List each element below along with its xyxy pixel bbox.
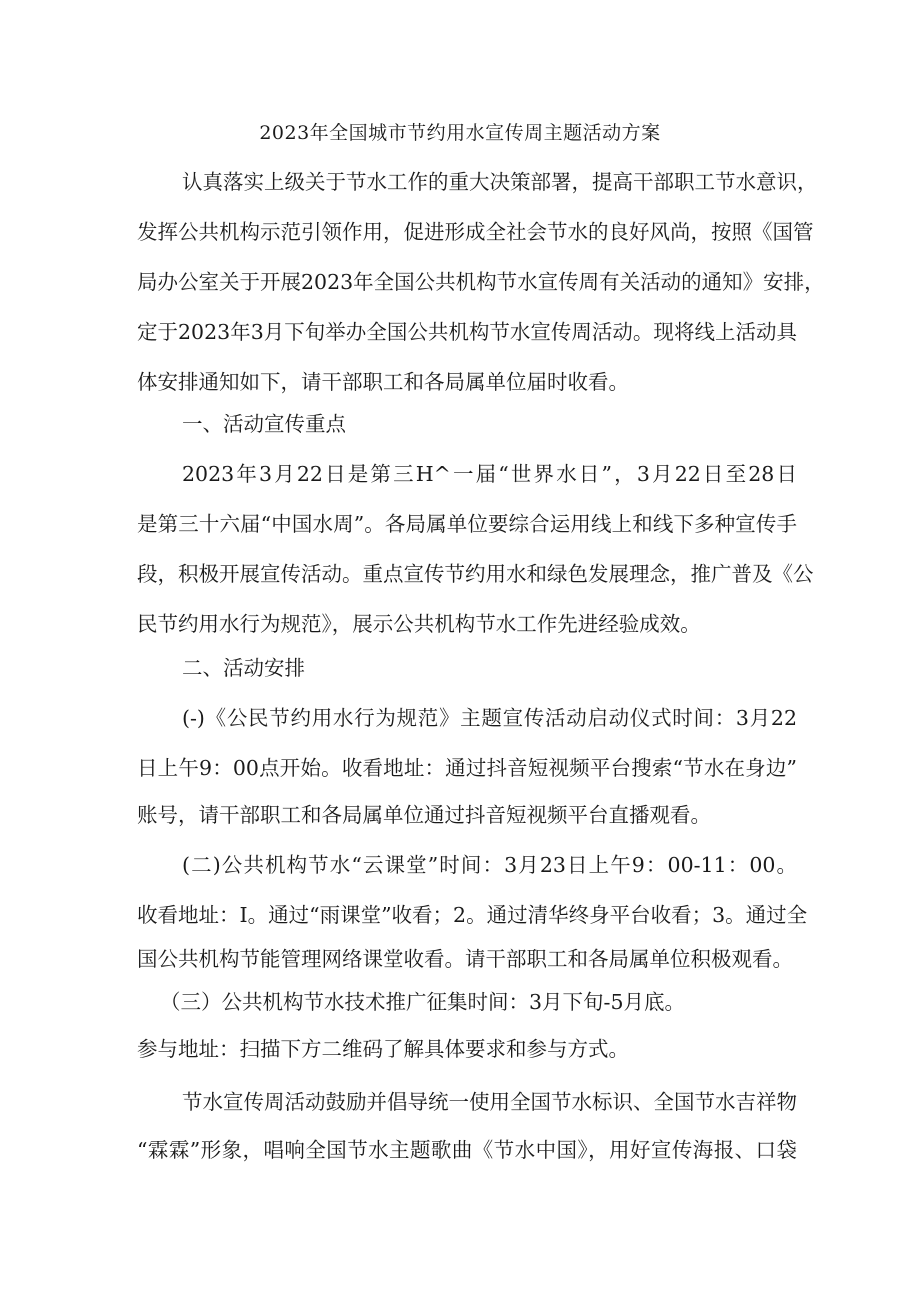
paragraph-line: 收看地址：I。通过“雨课堂”收看；2。通过清华终身平台收看；3。通过全: [137, 903, 808, 927]
paragraph-line: （三）公共机构节水技术推广征集时间：3月下旬-5月底。: [160, 990, 686, 1014]
paragraph-line: 局办公室关于开展2023年全国公共机构节水宣传周有关活动的通知》安排，: [137, 270, 825, 294]
paragraph-line: 2023年3月22日是第三H^一届“世界水日”，3月22日至28日: [182, 462, 797, 486]
paragraph-line: 节水宣传周活动鼓励并倡导统一使用全国节水标识、全国节水吉祥物: [182, 1090, 797, 1114]
paragraph-line: 账号，请干部职工和各局属单位通过抖音短视频平台直播观看。: [137, 803, 711, 827]
section-heading: 二、活动安排: [182, 656, 305, 680]
paragraph-line: 参与地址：扫描下方二维码了解具体要求和参与方式。: [137, 1037, 629, 1061]
paragraph-line: (-)《公民节约用水行为规范》主题宣传活动启动仪式时间：3月22: [182, 706, 797, 730]
paragraph-line: 认真落实上级关于节水工作的重大决策部署，提高干部职工节水意识，: [182, 170, 818, 194]
section-heading: 一、活动宣传重点: [182, 412, 346, 436]
paragraph-line: 定于2023年3月下旬举办全国公共机构节水宣传周活动。现将线上活动具: [137, 320, 797, 344]
paragraph-line: 国公共机构节能管理网络课堂收看。请干部职工和各局属单位积极观看。: [137, 947, 793, 971]
paragraph-line: 日上午9：00点开始。收看地址：通过抖音短视频平台搜索“节水在身边”: [137, 756, 797, 780]
paragraph-line: “霖霖”形象，唱响全国节水主题歌曲《节水中国》，用好宣传海报、口袋: [137, 1138, 797, 1162]
paragraph-line: (二)公共机构节水“云课堂”时间：3月23日上午9：00-11：00。: [182, 853, 797, 877]
paragraph-line: 段，积极开展宣传活动。重点宣传节约用水和绿色发展理念，推广普及《公: [137, 562, 814, 586]
document-title: 2023年全国城市节约用水宣传周主题活动方案: [259, 122, 661, 144]
paragraph-line: 体安排通知如下，请干部职工和各局属单位届时收看。: [137, 370, 629, 394]
paragraph-line: 是第三十六届“中国水周”。各局属单位要综合运用线上和线下多种宣传手: [137, 512, 797, 536]
paragraph-line: 发挥公共机构示范引领作用，促进形成全社会节水的良好风尚，按照《国管: [137, 220, 814, 244]
paragraph-line: 民节约用水行为规范》，展示公共机构节水工作先进经验成效。: [137, 612, 701, 636]
